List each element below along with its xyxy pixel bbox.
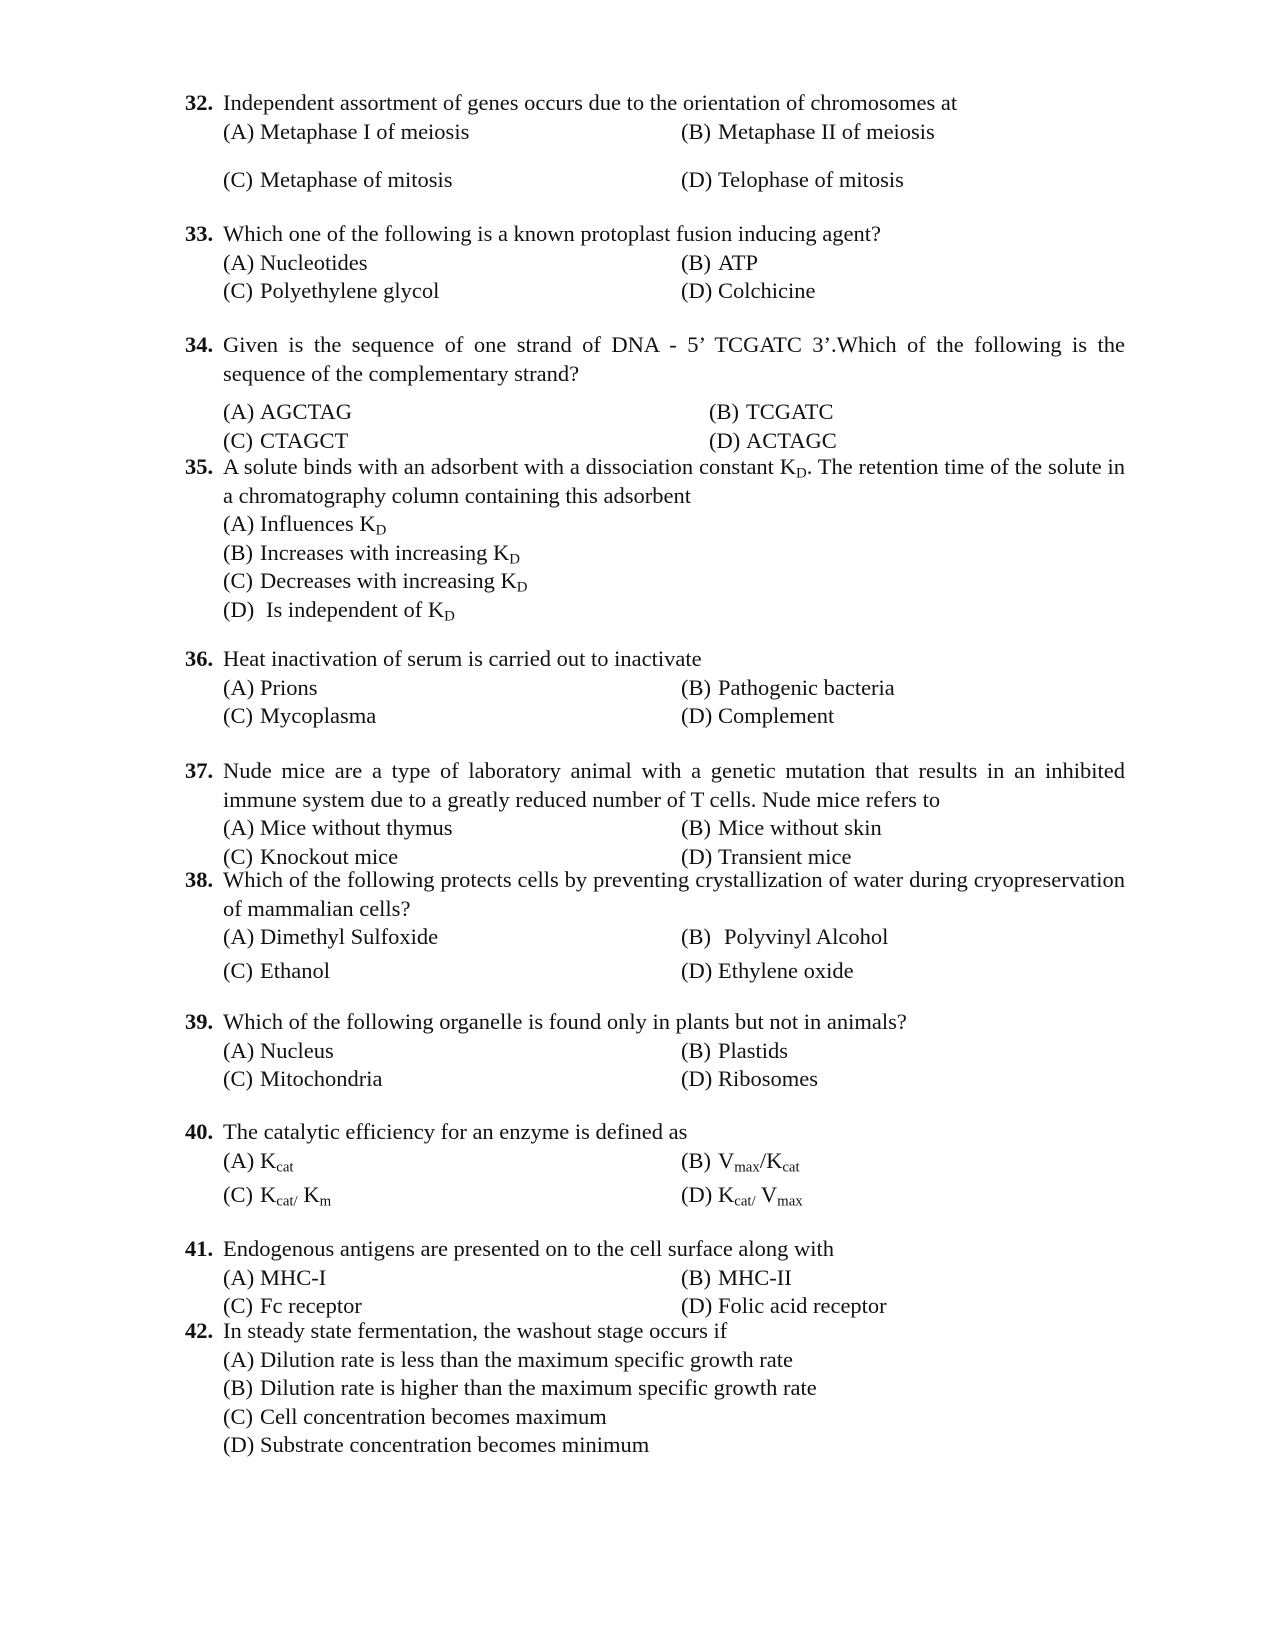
option-a: (A) Metaphase I of meiosis (223, 118, 470, 144)
question-stem: A solute binds with an adsorbent with a dissociation constant K (223, 454, 796, 479)
question-number: 34. (185, 332, 214, 357)
option-b: (B) ATP (681, 249, 759, 275)
option-a: (A) Nucleus (223, 1037, 334, 1063)
option-a: (A) Dilution rate is less than the maximum specific growth rate (223, 1346, 793, 1372)
option-c: (C) Cell concentration becomes maximum (223, 1403, 607, 1429)
option-b: (B) Pathogenic bacteria (681, 674, 895, 700)
option-c: (C) $K_{cat/}$ $K_m$ (223, 1182, 332, 1210)
option-c: (C) Metaphase of mitosis (223, 167, 453, 192)
question-33 (185, 220, 1125, 306)
question-number: 41. (185, 1236, 214, 1261)
question-number: 38. (185, 867, 214, 892)
option-a: (A) MHC-I (223, 1264, 327, 1290)
question-stem: Independent assortment of genes occurs due to the orientation of chromosomes at (223, 90, 958, 115)
question-number: 39. (185, 1009, 214, 1034)
option-a: (A) Mice without thymus (223, 815, 453, 840)
question-stem: Which of the following protects cells by preventing crystallization of water during cryopreservation of mammalian cells? (223, 867, 1125, 921)
option-d: (D) Substrate concentration becomes minimum (223, 1432, 650, 1457)
option-a: (A) Prions (223, 674, 318, 700)
question-number: 37. (185, 758, 214, 783)
question-37 (185, 757, 1125, 871)
question-number: 33. (185, 221, 214, 246)
option-a: (A) AGCTAG (223, 399, 352, 424)
question-stem: Endogenous antigens are presented on to the cell surface along with (223, 1236, 835, 1261)
question-number: 35. (185, 454, 214, 479)
question-stem: The catalytic efficiency for an enzyme is defined as (223, 1119, 688, 1144)
question-36 (185, 645, 1125, 731)
question-38 (185, 866, 1125, 985)
question-stem: In steady state fermentation, the washout stage occurs if (223, 1318, 728, 1343)
option-c: (C) Knockout mice (223, 843, 399, 869)
option-a: (A) Nucleotides (223, 249, 368, 275)
question-stem: Which one of the following is a known protoplast fusion inducing agent? (223, 221, 881, 246)
question-stem: Nude mice are a type of laboratory animal with a genetic mutation that results in an inhibited immune system due to a greatly reduced number of T cells. Nude mice refers to (223, 758, 1125, 812)
option-b: (B) $V_{max}/K_{cat}$ (681, 1147, 800, 1176)
option-b: (B) MHC-II (681, 1264, 792, 1290)
option-d: (D) ACTAGC (709, 427, 837, 453)
option-d: (D) Folic acid receptor (681, 1293, 887, 1318)
option-d: (D) Telophase of mitosis (681, 167, 904, 192)
option-c: (C) Ethanol (223, 957, 330, 983)
option-c: (C) Mitochondria (223, 1066, 383, 1091)
option-c: (C) Polyethylene glycol (223, 278, 440, 303)
question-number: 36. (185, 646, 214, 671)
option-b: (B) Polyvinyl Alcohol (681, 924, 889, 949)
question-34 (185, 331, 1125, 455)
question-stem: Heat inactivation of serum is carried out to inactivate (223, 646, 702, 671)
option-b: (B) Metaphase II of meiosis (681, 118, 935, 144)
option-d: (D) Ribosomes (681, 1066, 819, 1091)
question-stem: Which of the following organelle is found only in plants but not in animals? (223, 1009, 907, 1034)
option-a: (A) Dimethyl Sulfoxide (223, 924, 439, 949)
option-d: (D) Transient mice (681, 843, 852, 869)
option-a: (A) $K_{cat}$ (223, 1147, 294, 1176)
question-number: 40. (185, 1119, 214, 1144)
option-d: (D) Colchicine (681, 278, 816, 303)
option-c: (C) Mycoplasma (223, 703, 377, 728)
option-b: (B) Plastids (681, 1037, 789, 1063)
option-a: (A) Influences $K_D$ (223, 511, 387, 539)
option-d: (D) $K_{cat/}$ $V_{max}$ (681, 1182, 803, 1210)
question-32 (185, 89, 1125, 195)
option-d: (D) Is independent of $K_D$ (223, 596, 455, 625)
option-b: (B) TCGATC (709, 399, 834, 424)
option-c: (C) CTAGCT (223, 427, 349, 453)
question-41 (185, 1235, 1125, 1321)
option-c: (C) Fc receptor (223, 1293, 362, 1318)
option-b: (B) Increases with increasing $K_D$ (223, 539, 521, 568)
question-number: 32. (185, 90, 214, 115)
question-42 (185, 1317, 1125, 1460)
question-39 (185, 1008, 1125, 1094)
option-d: (D) Complement (681, 703, 835, 728)
option-b: (B) Mice without skin (681, 815, 882, 840)
question-35: 35. A solute binds with an adsorbent with a dissociation constant $K_D$. The retention time of the solute in a chromatography column containing this adsorbent (A) Influences $K_D$ (B) Increases with increasing $K_D$ (C) Decreases with increasing $K_D$ (D) Is independent of $K_D$ (185, 454, 1125, 625)
question-stem: Given is the sequence of one strand of DNA - 5’ TCGATC 3’.Which of the following is the sequence of the complementary strand? (223, 332, 1125, 386)
question-40 (185, 1118, 1125, 1210)
option-c: (C) Decreases with increasing $K_D$ (223, 568, 528, 596)
option-b: (B) Dilution rate is higher than the maximum specific growth rate (223, 1375, 817, 1400)
question-number: 42. (185, 1318, 214, 1343)
option-d: (D) Ethylene oxide (681, 957, 854, 983)
